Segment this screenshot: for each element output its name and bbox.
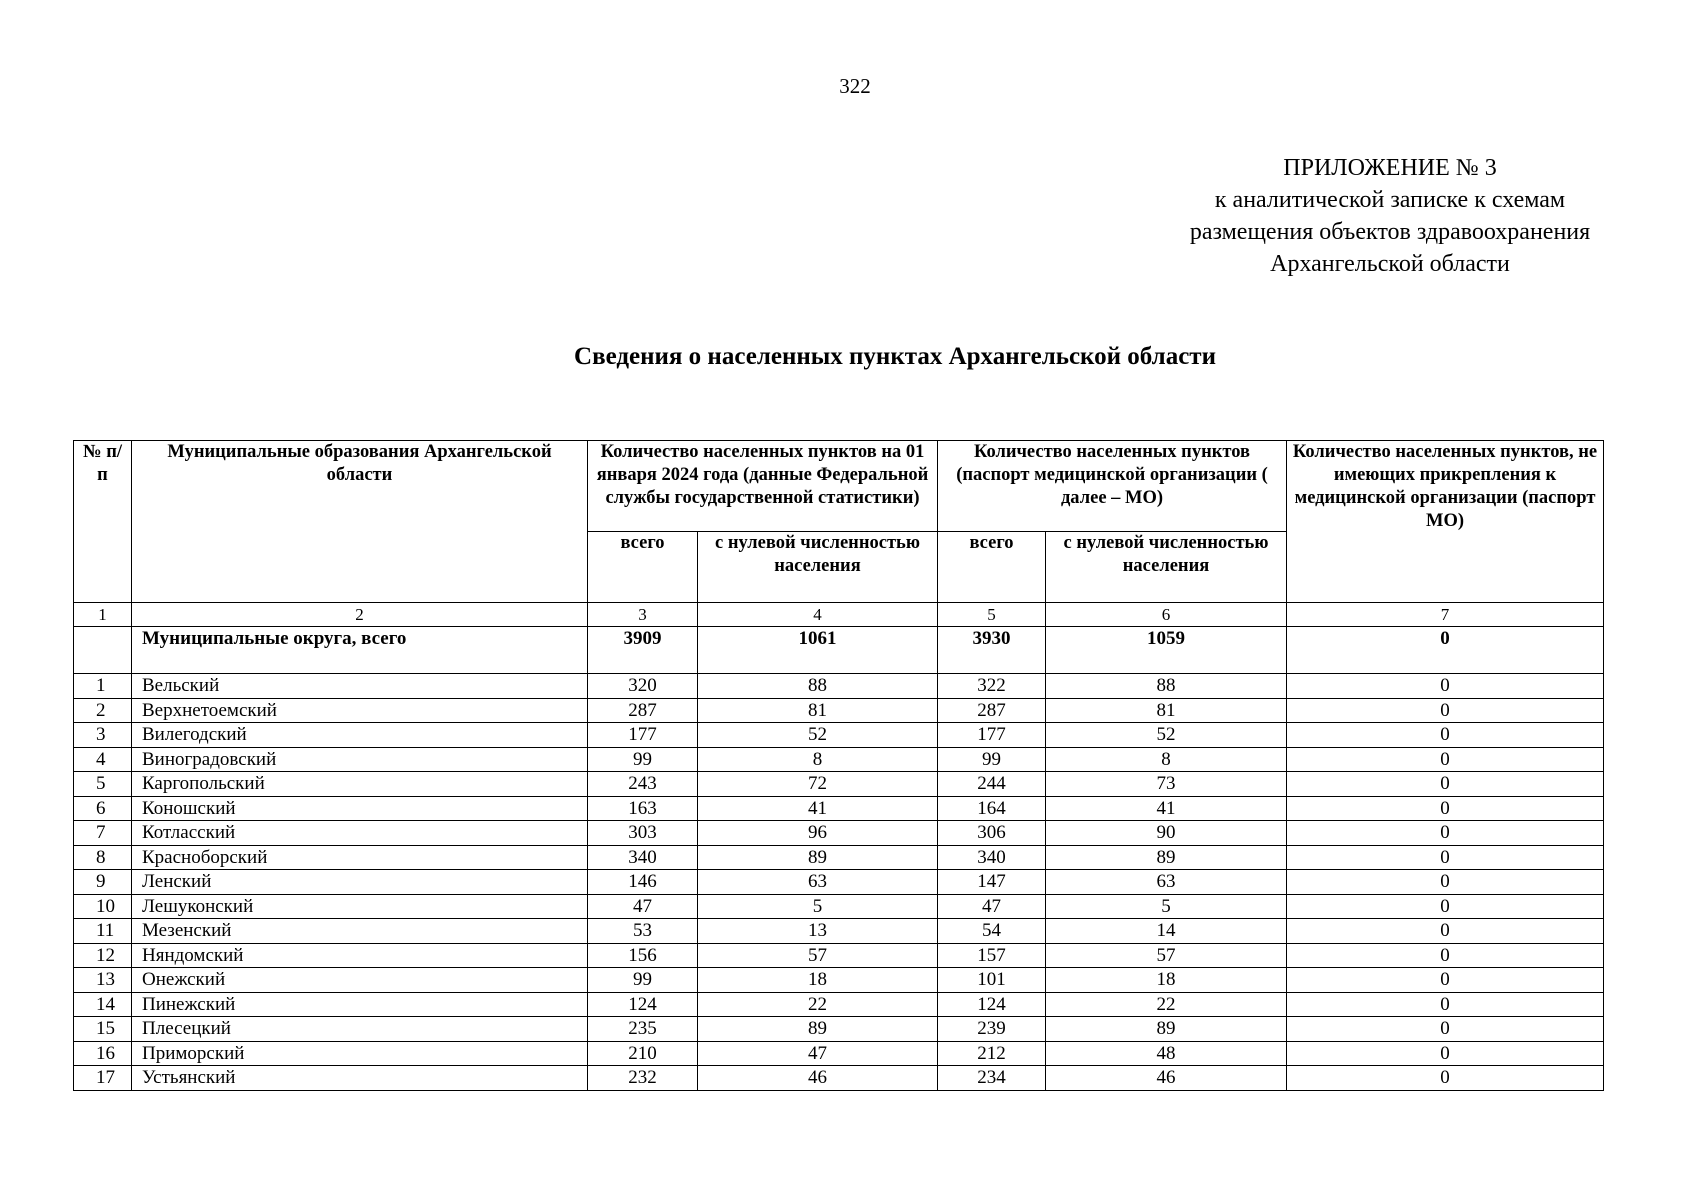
row-municipality: Мезенский <box>132 919 588 944</box>
table-row <box>74 796 1604 821</box>
row-rosstat-zero: 8 <box>698 747 938 772</box>
row-rosstat-zero: 57 <box>698 943 938 968</box>
column-number: 3 <box>588 603 698 627</box>
row-rosstat-zero: 88 <box>698 674 938 699</box>
row-rosstat-total: 177 <box>588 723 698 748</box>
row-unattached: 0 <box>1287 747 1604 772</box>
row-mo-zero: 81 <box>1046 698 1287 723</box>
total-mo-zero: 1059 <box>1046 627 1287 674</box>
appendix-line-1: ПРИЛОЖЕНИЕ № 3 <box>1283 155 1497 181</box>
row-mo-zero: 46 <box>1046 1066 1287 1091</box>
header-rosstat-total: всего <box>588 532 698 603</box>
row-index: 16 <box>74 1041 132 1066</box>
row-municipality: Вилегодский <box>132 723 588 748</box>
row-unattached: 0 <box>1287 968 1604 993</box>
row-index: 15 <box>74 1017 132 1042</box>
row-rosstat-total: 47 <box>588 894 698 919</box>
row-mo-zero: 89 <box>1046 1017 1287 1042</box>
header-rosstat-zero: с нулевой численностью населения <box>698 532 938 603</box>
row-municipality: Красноборский <box>132 845 588 870</box>
row-rosstat-zero: 47 <box>698 1041 938 1066</box>
row-rosstat-zero: 5 <box>698 894 938 919</box>
row-rosstat-total: 99 <box>588 747 698 772</box>
column-number: 4 <box>698 603 938 627</box>
row-municipality: Коношский <box>132 796 588 821</box>
row-rosstat-zero: 89 <box>698 1017 938 1042</box>
row-mo-zero: 5 <box>1046 894 1287 919</box>
table-row <box>74 968 1604 993</box>
row-rosstat-zero: 52 <box>698 723 938 748</box>
row-unattached: 0 <box>1287 1066 1604 1091</box>
row-rosstat-total: 156 <box>588 943 698 968</box>
row-rosstat-total: 210 <box>588 1041 698 1066</box>
total-label: Муниципальные округа, всего <box>132 627 588 674</box>
row-mo-total: 99 <box>938 747 1046 772</box>
row-mo-zero: 8 <box>1046 747 1287 772</box>
row-unattached: 0 <box>1287 674 1604 699</box>
row-mo-zero: 90 <box>1046 821 1287 846</box>
row-mo-zero: 18 <box>1046 968 1287 993</box>
row-index: 14 <box>74 992 132 1017</box>
row-rosstat-zero: 96 <box>698 821 938 846</box>
table-row <box>74 821 1604 846</box>
row-mo-zero: 14 <box>1046 919 1287 944</box>
row-mo-zero: 89 <box>1046 845 1287 870</box>
header-mo-zero: с нулевой численностью населения <box>1046 532 1287 603</box>
table-row <box>74 723 1604 748</box>
header-num: № п/п <box>74 441 132 603</box>
table-row <box>74 747 1604 772</box>
row-mo-total: 101 <box>938 968 1046 993</box>
row-unattached: 0 <box>1287 698 1604 723</box>
row-municipality: Котласский <box>132 821 588 846</box>
row-unattached: 0 <box>1287 992 1604 1017</box>
row-municipality: Устьянский <box>132 1066 588 1091</box>
row-municipality: Пинежский <box>132 992 588 1017</box>
row-unattached: 0 <box>1287 870 1604 895</box>
row-mo-total: 47 <box>938 894 1046 919</box>
row-rosstat-zero: 63 <box>698 870 938 895</box>
row-unattached: 0 <box>1287 772 1604 797</box>
row-rosstat-zero: 81 <box>698 698 938 723</box>
row-mo-total: 54 <box>938 919 1046 944</box>
row-municipality: Ленский <box>132 870 588 895</box>
row-mo-zero: 52 <box>1046 723 1287 748</box>
row-index: 11 <box>74 919 132 944</box>
total-rosstat-total: 3909 <box>588 627 698 674</box>
row-mo-total: 212 <box>938 1041 1046 1066</box>
appendix-line-4: Архангельской области <box>1270 251 1510 277</box>
row-index: 8 <box>74 845 132 870</box>
row-rosstat-total: 232 <box>588 1066 698 1091</box>
row-mo-zero: 57 <box>1046 943 1287 968</box>
column-number: 1 <box>74 603 132 627</box>
settlements-table <box>73 440 1604 1091</box>
row-mo-total: 287 <box>938 698 1046 723</box>
row-municipality: Каргопольский <box>132 772 588 797</box>
row-index: 17 <box>74 1066 132 1091</box>
row-unattached: 0 <box>1287 1017 1604 1042</box>
row-unattached: 0 <box>1287 894 1604 919</box>
row-index: 10 <box>74 894 132 919</box>
row-rosstat-total: 340 <box>588 845 698 870</box>
table-row <box>74 870 1604 895</box>
row-rosstat-total: 303 <box>588 821 698 846</box>
table-row <box>74 943 1604 968</box>
row-mo-zero: 88 <box>1046 674 1287 699</box>
row-index: 4 <box>74 747 132 772</box>
row-rosstat-total: 99 <box>588 968 698 993</box>
row-unattached: 0 <box>1287 943 1604 968</box>
document-title: Сведения о населенных пунктах Архангельской области <box>574 343 1216 370</box>
row-municipality: Плесецкий <box>132 1017 588 1042</box>
total-unattached: 0 <box>1287 627 1604 674</box>
table-row <box>74 919 1604 944</box>
row-rosstat-total: 287 <box>588 698 698 723</box>
table-row <box>74 1017 1604 1042</box>
table-row <box>74 845 1604 870</box>
appendix-heading <box>1140 152 1640 280</box>
row-index: 3 <box>74 723 132 748</box>
row-rosstat-zero: 46 <box>698 1066 938 1091</box>
column-number: 5 <box>938 603 1046 627</box>
row-mo-total: 177 <box>938 723 1046 748</box>
row-index: 13 <box>74 968 132 993</box>
table-row <box>74 674 1604 699</box>
row-index: 5 <box>74 772 132 797</box>
row-mo-zero: 22 <box>1046 992 1287 1017</box>
row-rosstat-zero: 22 <box>698 992 938 1017</box>
header-mo-passport: Количество населенных пунктов (паспорт медицинской организации ( далее – МО) <box>938 441 1287 532</box>
row-index: 1 <box>74 674 132 699</box>
column-number: 2 <box>132 603 588 627</box>
total-index <box>74 627 132 674</box>
row-mo-total: 244 <box>938 772 1046 797</box>
row-rosstat-total: 146 <box>588 870 698 895</box>
row-rosstat-zero: 89 <box>698 845 938 870</box>
row-municipality: Вельский <box>132 674 588 699</box>
row-municipality: Верхнетоемский <box>132 698 588 723</box>
column-number-row <box>74 603 1604 627</box>
header-municipality: Муниципальные образования Архангельской области <box>132 441 588 603</box>
row-unattached: 0 <box>1287 1041 1604 1066</box>
total-mo-total: 3930 <box>938 627 1046 674</box>
header-rosstat: Количество населенных пунктов на 01 января 2024 года (данные Федеральной службы государственной статистики) <box>588 441 938 532</box>
row-unattached: 0 <box>1287 845 1604 870</box>
row-rosstat-total: 124 <box>588 992 698 1017</box>
row-rosstat-total: 53 <box>588 919 698 944</box>
row-mo-zero: 48 <box>1046 1041 1287 1066</box>
appendix-line-2: к аналитической записке к схемам <box>1214 187 1566 213</box>
row-mo-total: 164 <box>938 796 1046 821</box>
row-rosstat-total: 243 <box>588 772 698 797</box>
row-unattached: 0 <box>1287 723 1604 748</box>
table-row <box>74 992 1604 1017</box>
row-mo-total: 234 <box>938 1066 1046 1091</box>
row-mo-total: 157 <box>938 943 1046 968</box>
row-rosstat-zero: 72 <box>698 772 938 797</box>
row-municipality: Няндомский <box>132 943 588 968</box>
row-rosstat-zero: 41 <box>698 796 938 821</box>
column-number: 6 <box>1046 603 1287 627</box>
row-mo-zero: 73 <box>1046 772 1287 797</box>
row-index: 2 <box>74 698 132 723</box>
row-rosstat-zero: 13 <box>698 919 938 944</box>
row-municipality: Онежский <box>132 968 588 993</box>
page-number: 322 <box>839 74 871 98</box>
table-row <box>74 894 1604 919</box>
row-unattached: 0 <box>1287 821 1604 846</box>
row-index: 12 <box>74 943 132 968</box>
row-mo-total: 306 <box>938 821 1046 846</box>
row-mo-total: 124 <box>938 992 1046 1017</box>
row-rosstat-zero: 18 <box>698 968 938 993</box>
table-row <box>74 1066 1604 1091</box>
row-mo-total: 147 <box>938 870 1046 895</box>
row-rosstat-total: 320 <box>588 674 698 699</box>
row-municipality: Виноградовский <box>132 747 588 772</box>
row-mo-zero: 41 <box>1046 796 1287 821</box>
table-row <box>74 1041 1604 1066</box>
row-mo-total: 340 <box>938 845 1046 870</box>
table-row <box>74 772 1604 797</box>
row-mo-zero: 63 <box>1046 870 1287 895</box>
row-municipality: Приморский <box>132 1041 588 1066</box>
appendix-line-3: размещения объектов здравоохранения <box>1189 219 1591 245</box>
table-row <box>74 698 1604 723</box>
row-unattached: 0 <box>1287 796 1604 821</box>
row-index: 7 <box>74 821 132 846</box>
row-unattached: 0 <box>1287 919 1604 944</box>
row-mo-total: 322 <box>938 674 1046 699</box>
row-mo-total: 239 <box>938 1017 1046 1042</box>
header-mo-total: всего <box>938 532 1046 603</box>
row-rosstat-total: 163 <box>588 796 698 821</box>
total-rosstat-zero: 1061 <box>698 627 938 674</box>
total-row <box>74 627 1604 674</box>
row-municipality: Лешуконский <box>132 894 588 919</box>
column-number: 7 <box>1287 603 1604 627</box>
header-unattached: Количество населенных пунктов, не имеющих прикрепления к медицинской организации (паспорт МО) <box>1287 441 1604 603</box>
row-index: 6 <box>74 796 132 821</box>
row-index: 9 <box>74 870 132 895</box>
row-rosstat-total: 235 <box>588 1017 698 1042</box>
